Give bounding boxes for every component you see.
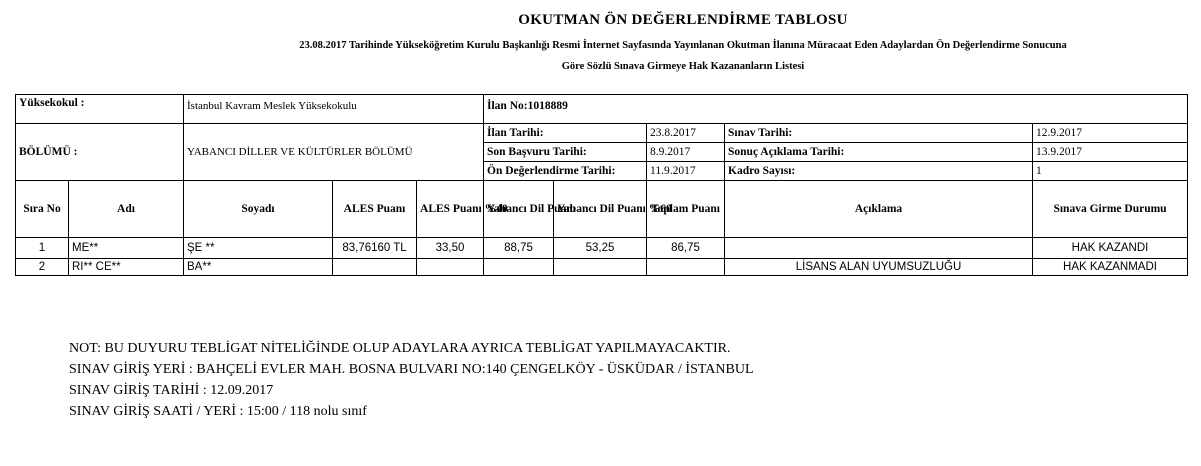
- notes-section: [69, 338, 754, 422]
- sonuc-label: Sonuç Açıklama Tarihi:: [725, 143, 1033, 162]
- cell-soyadi: ŞE **: [184, 238, 333, 259]
- info-row-1: [16, 124, 1188, 143]
- exam-time: SINAV GİRİŞ SAATİ / YERİ : 15:00 / 118 nolu sınıf: [69, 404, 367, 419]
- subtitle-line-1: 23.08.2017 Tarihinde Yükseköğretim Kurulu Başkanlığı Resmi İnternet Sayfasında Yayınlanan Okutman İlanına Müracaat Eden Adaylardan Ön Değerlendirme Sonucuna: [299, 40, 1067, 51]
- kadro-value: 1: [1033, 162, 1188, 181]
- cell-yabanci: [484, 259, 554, 276]
- sinav-tarihi-label: Sınav Tarihi:: [725, 124, 1033, 143]
- subtitle-line-2: Göre Sözlü Sınava Girmeye Hak Kazananların Listesi: [561, 61, 805, 72]
- cell-aciklama: [725, 238, 1033, 259]
- department-value: YABANCI DİLLER VE KÜLTÜRLER BÖLÜMÜ: [184, 124, 484, 181]
- exam-date: SINAV GİRİŞ TARİHİ : 12.09.2017: [69, 383, 274, 398]
- school-value: İstanbul Kavram Meslek Yüksekokulu: [184, 95, 484, 124]
- table-row: [16, 259, 1188, 276]
- cell-sira: 2: [16, 259, 69, 276]
- col-ales40: ALES Puanı %40: [417, 181, 484, 238]
- evaluation-table: [15, 94, 1188, 276]
- col-toplam: Toplam Puanı: [647, 181, 725, 238]
- son-basvuru-label: Son Başvuru Tarihi:: [484, 143, 647, 162]
- col-soyadi: Soyadı: [184, 181, 333, 238]
- cell-durum: HAK KAZANMADI: [1033, 259, 1188, 276]
- col-adi: Adı: [69, 181, 184, 238]
- cell-sira: 1: [16, 238, 69, 259]
- cell-toplam: 86,75: [647, 238, 725, 259]
- cell-adi: RI** CE**: [69, 259, 184, 276]
- col-aciklama: Açıklama: [725, 181, 1033, 238]
- col-yabanci: Yabancı Dil Puanı: [484, 181, 554, 238]
- ilan-tarihi-label: İlan Tarihi:: [484, 124, 647, 143]
- school-label: Yüksekokul :: [16, 95, 184, 124]
- cell-yabanci60: [554, 259, 647, 276]
- page-title: OKUTMAN ÖN DEĞERLENDİRME TABLOSU: [518, 12, 848, 28]
- table-row: [16, 238, 1188, 259]
- cell-soyadi: BA**: [184, 259, 333, 276]
- info-row-school: [16, 95, 1188, 124]
- sonuc-value: 13.9.2017: [1033, 143, 1188, 162]
- cell-toplam: [647, 259, 725, 276]
- cell-ales: [333, 259, 417, 276]
- ilan-no: İlan No:1018889: [484, 95, 1188, 124]
- son-basvuru-value: 8.9.2017: [647, 143, 725, 162]
- sinav-tarihi-value: 12.9.2017: [1033, 124, 1188, 143]
- note-line: NOT: BU DUYURU TEBLİGAT NİTELİĞİNDE OLUP ADAYLARA AYRICA TEBLİGAT YAPILMAYACAKTIR.: [69, 341, 731, 356]
- cell-ales: 83,76160 TL: [333, 238, 417, 259]
- cell-yabanci: 88,75: [484, 238, 554, 259]
- cell-ales40: 33,50: [417, 238, 484, 259]
- department-label: BÖLÜMÜ :: [16, 124, 184, 181]
- kadro-label: Kadro Sayısı:: [725, 162, 1033, 181]
- col-sira: Sıra No: [16, 181, 69, 238]
- cell-ales40: [417, 259, 484, 276]
- on-degerlendirme-value: 11.9.2017: [647, 162, 725, 181]
- exam-place: SINAV GİRİŞ YERİ : BAHÇELİ EVLER MAH. BOSNA BULVARI NO:140 ÇENGELKÖY - ÜSKÜDAR / İSTANBUL: [69, 362, 754, 377]
- col-ales: ALES Puanı: [333, 181, 417, 238]
- col-durum: Sınava Girme Durumu: [1033, 181, 1188, 238]
- col-yabanci60: Yabancı Dil Puanı %60: [554, 181, 647, 238]
- ilan-tarihi-value: 23.8.2017: [647, 124, 725, 143]
- table-header-row: [16, 181, 1188, 238]
- cell-aciklama: LİSANS ALAN UYUMSUZLUĞU: [725, 259, 1033, 276]
- cell-adi: ME**: [69, 238, 184, 259]
- cell-yabanci60: 53,25: [554, 238, 647, 259]
- on-degerlendirme-label: Ön Değerlendirme Tarihi:: [484, 162, 647, 181]
- cell-durum: HAK KAZANDI: [1033, 238, 1188, 259]
